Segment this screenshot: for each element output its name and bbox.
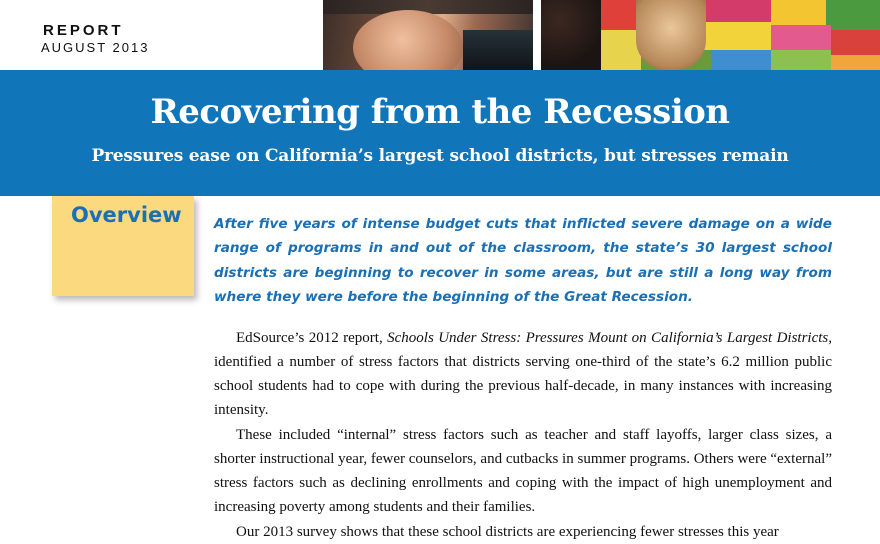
body-paragraph-2: These included “internal” stress factors such as teacher and staff layoffs, larger class sizes, a shorter instructional year, fewer counselors, and cutbacks in summer programs. Others were “external” stress factors such as declining enrollments and coping with the impact of high unemployment and increasing poverty among students and their families. [214, 427, 832, 515]
body-paragraph-1 [214, 326, 832, 422]
photo-child [541, 0, 601, 70]
photo-children-map [541, 0, 880, 70]
report-citation: Schools Under Stress: Pressures Mount on California’s Largest Districts, [387, 330, 832, 346]
map-region [601, 30, 641, 70]
photo-child [636, 0, 706, 70]
title-banner [0, 70, 880, 196]
map-region [831, 55, 880, 70]
p1-rest: identified a number of stress factors that districts serving one-third of the state’s 6.2 million public school students had to cope with during the previous half-decade, in many instances with increasing intensity. [214, 354, 832, 418]
report-date: AUGUST 2013 [41, 40, 150, 55]
map-region [771, 0, 826, 25]
photo-child-left [323, 0, 533, 70]
photo-shirt [463, 30, 533, 70]
p1-lead: EdSource’s 2012 report, [236, 330, 388, 346]
map-region [711, 50, 771, 70]
map-region [771, 25, 831, 50]
overview-heading: Overview [71, 203, 182, 227]
map-region [831, 30, 880, 55]
map-region [701, 22, 771, 50]
page-title: Recovering from the Recession [150, 92, 730, 132]
overview-intro: After five years of intense budget cuts that inflicted severe damage on a wide range of programs in and out of the classroom, the state’s 30 largest school districts are beginning to recover in some areas, but are still a long way from where they were before the beginning of the Great Recession. [214, 216, 832, 305]
photo-face [353, 10, 463, 70]
map-region [771, 50, 831, 70]
body-paragraph-3: Our 2013 survey shows that these school districts are experiencing fewer stresses this year [236, 524, 779, 540]
page-subtitle: Pressures ease on California’s largest school districts, but stresses remain [91, 146, 789, 166]
report-label: REPORT [43, 22, 124, 39]
map-region [826, 0, 880, 30]
